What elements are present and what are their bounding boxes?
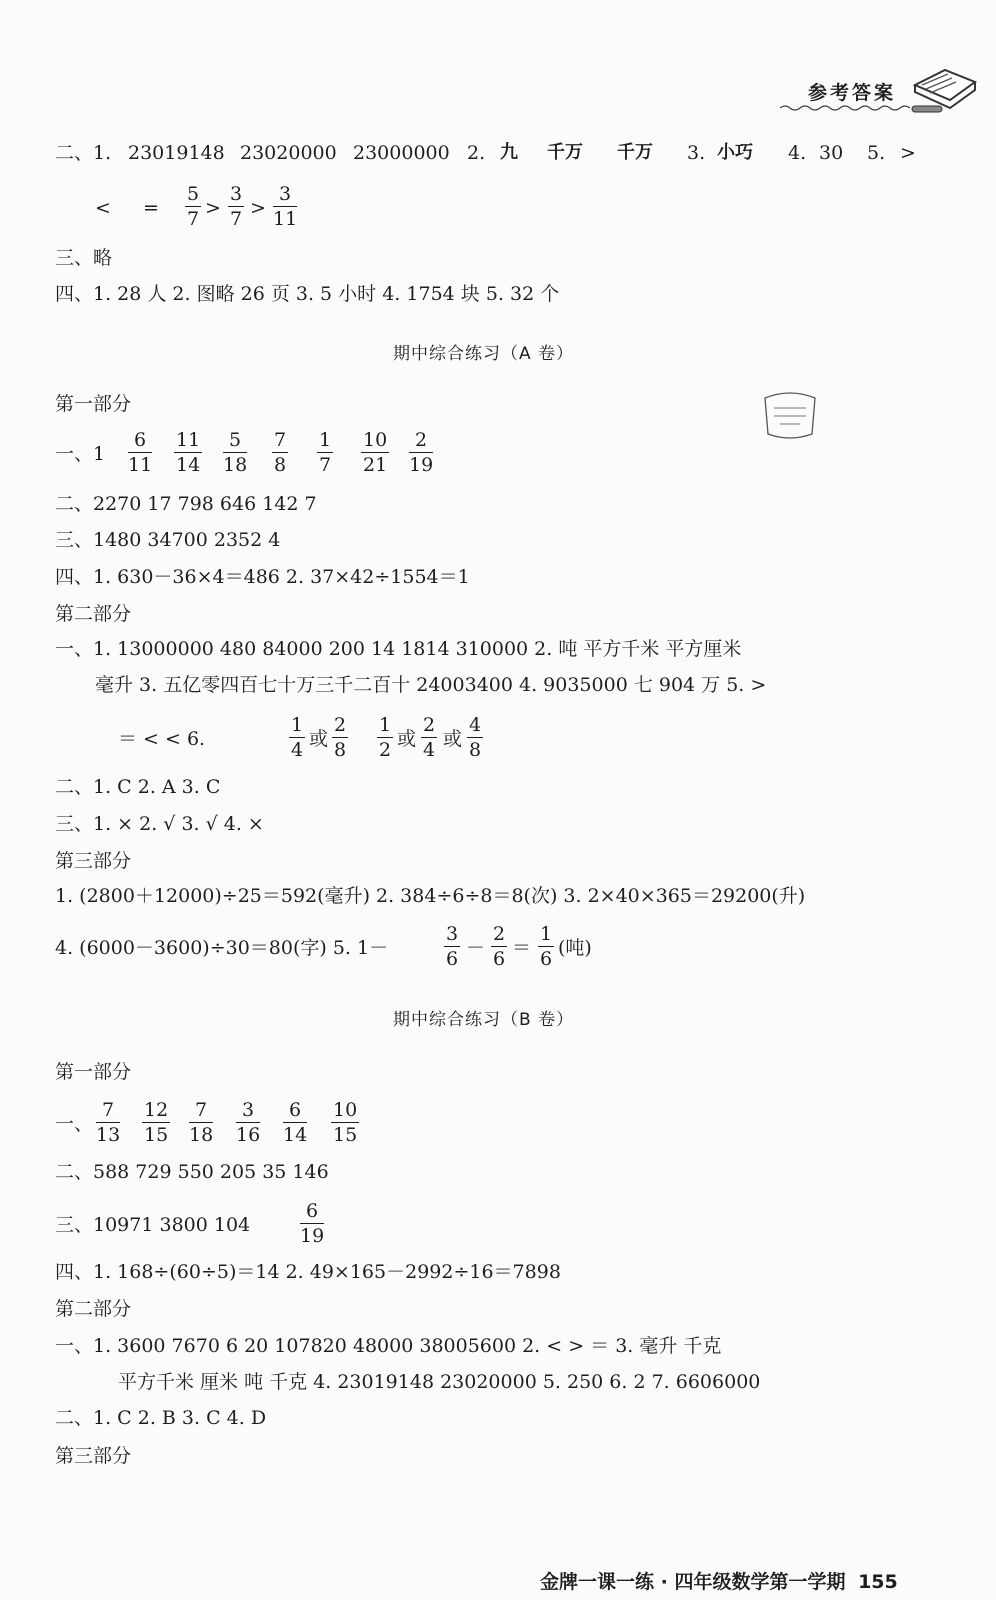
footer-title: 金牌一课一练 · 四年级数学第一学期: [540, 1571, 846, 1593]
fraction: [300, 1199, 324, 1248]
denominator: 8: [274, 454, 287, 476]
greater-sign: >: [205, 197, 221, 219]
er-value-3: 23000000: [353, 142, 450, 164]
fraction: [538, 922, 554, 971]
section-b-yi-prefix: 一、: [55, 1113, 94, 1135]
section-a-title: 期中综合练习（A 卷）: [393, 344, 575, 364]
denominator: 18: [189, 1124, 214, 1146]
er-q5-a: >: [900, 142, 916, 164]
fraction: [491, 922, 507, 971]
numerator: 7: [96, 1098, 120, 1123]
numerator: 5: [187, 183, 200, 205]
numerator: 4: [469, 714, 482, 736]
section-a-part3: 第三部分: [55, 850, 132, 872]
equals-sign: ＝: [512, 937, 532, 959]
answer-san: 三、略: [55, 247, 113, 269]
numerator: 1: [291, 714, 304, 736]
denominator: 11: [128, 454, 153, 476]
fraction: [273, 182, 297, 231]
numerator: 3: [230, 183, 243, 205]
fraction: [272, 428, 288, 477]
numerator: 5: [223, 428, 247, 453]
section-b-san: 三、10971 3800 104: [55, 1214, 251, 1236]
fraction: [228, 182, 244, 231]
footer: [540, 1567, 898, 1594]
er-q2: 2.: [467, 142, 486, 164]
denominator: 19: [300, 1225, 325, 1247]
fraction: [377, 713, 393, 762]
er-q5: 5.: [867, 142, 886, 164]
section-b-si: 四、1. 168÷(60÷5)＝14 2. 49×165－2992÷16＝7898: [55, 1261, 561, 1283]
numerator: 10: [363, 429, 388, 451]
fraction: [128, 428, 152, 477]
section-a-p3-line1: 1. (2800＋12000)÷25＝592(毫升) 2. 384÷6÷8＝8(次) 3. 2×40×365＝29200(升): [55, 885, 806, 907]
fraction: [331, 1098, 359, 1147]
numerator: 2: [334, 714, 347, 736]
fraction: [332, 713, 348, 762]
fraction: [361, 428, 389, 477]
section-a-yi-prefix: 一、1: [55, 443, 106, 465]
or-text: 或: [443, 728, 463, 750]
denominator: 21: [363, 454, 388, 476]
greater-sign: >: [250, 197, 266, 219]
section-a-p2-line2: 毫升 3. 五亿零四百七十万三千二百十 24003400 4. 9035000 七 904 万 5. >: [95, 674, 767, 696]
denominator: 15: [144, 1124, 169, 1146]
section-a-part1: 第一部分: [55, 393, 132, 415]
numerator: 2: [409, 428, 433, 453]
er-q2-a: 九: [500, 142, 518, 163]
er-prefix: 二、1.: [55, 142, 112, 164]
section-b-p2-er: 二、1. C 2. B 3. C 4. D: [55, 1407, 267, 1429]
answer-er-line1: [55, 141, 935, 165]
or-text: 或: [397, 728, 417, 750]
section-a-p3-line2: 4. (6000－3600)÷30＝80(字) 5. 1－: [55, 937, 389, 959]
numerator: 7: [189, 1098, 213, 1123]
er-q2-c: 千万: [617, 142, 653, 163]
denominator: 18: [223, 454, 248, 476]
denominator: 8: [469, 739, 482, 761]
er-q3: 3.: [687, 142, 706, 164]
numerator: 2: [423, 714, 436, 736]
unit-text: (吨): [558, 937, 592, 959]
stamp-icon: [760, 390, 820, 442]
numerator: 11: [176, 429, 201, 451]
denominator: 14: [176, 454, 201, 476]
section-b-er: 二、588 729 550 205 35 146: [55, 1161, 329, 1183]
denominator: 7: [187, 208, 200, 230]
section-b-part3: 第三部分: [55, 1445, 132, 1467]
denominator: 4: [291, 739, 304, 761]
section-a-part2: 第二部分: [55, 603, 132, 625]
section-a-p2-er: 二、1. C 2. A 3. C: [55, 776, 221, 798]
fraction: [283, 1098, 307, 1147]
fraction: [467, 713, 483, 762]
section-a-si: 四、1. 630－36×4＝486 2. 37×42÷1554＝1: [55, 566, 470, 588]
numerator: 6: [283, 1098, 307, 1123]
wavy-underline: [780, 104, 910, 112]
answer-er-line2-sign2: =: [143, 197, 159, 219]
denominator: 14: [283, 1124, 308, 1146]
numerator: 1: [379, 714, 392, 736]
denominator: 7: [319, 454, 332, 476]
fraction: [317, 428, 333, 477]
numerator: 2: [493, 923, 506, 945]
denominator: 11: [273, 208, 298, 230]
denominator: 8: [334, 739, 347, 761]
section-a-p2-line1: 一、1. 13000000 480 84000 200 14 1814 310000 2. 吨 平方千米 平方厘米: [55, 638, 742, 660]
section-a-p2-line3: ＝ < < 6.: [118, 728, 206, 750]
section-b-p2-line2: 平方千米 厘米 吨 千克 4. 23019148 23020000 5. 250 6. 2 7. 6606000: [118, 1371, 761, 1393]
fraction: [444, 922, 460, 971]
fraction: [142, 1098, 170, 1147]
denominator: 6: [540, 948, 553, 970]
section-b-part1: 第一部分: [55, 1061, 132, 1083]
denominator: 7: [230, 208, 243, 230]
fraction: [189, 1098, 213, 1147]
er-value-2: 23020000: [240, 142, 337, 164]
section-b-part2: 第二部分: [55, 1298, 132, 1320]
section-a-san: 三、1480 34700 2352 4: [55, 529, 281, 551]
fraction: [409, 428, 433, 477]
or-text: 或: [309, 728, 329, 750]
numerator: 1: [319, 429, 332, 451]
numerator: 3: [273, 182, 297, 207]
numerator: 10: [333, 1099, 358, 1121]
answer-er-line2-sign1: <: [95, 197, 111, 219]
numerator: 12: [144, 1099, 169, 1121]
answer-si: 四、1. 28 人 2. 图略 26 页 3. 5 小时 4. 1754 块 5. 32 个: [55, 283, 560, 305]
fraction: [289, 713, 305, 762]
section-b-title: 期中综合练习（B 卷）: [393, 1010, 575, 1030]
denominator: 4: [423, 739, 436, 761]
denominator: 19: [409, 454, 434, 476]
denominator: 6: [446, 948, 459, 970]
numerator: 1: [540, 923, 553, 945]
section-b-p2-line1: 一、1. 3600 7670 6 20 107820 48000 38005600 2. < > ＝ 3. 毫升 千克: [55, 1335, 722, 1357]
denominator: 16: [236, 1124, 261, 1146]
numerator: 6: [300, 1199, 324, 1224]
denominator: 15: [333, 1124, 358, 1146]
section-a-er: 二、2270 17 798 646 142 7: [55, 493, 317, 515]
fraction: [174, 428, 202, 477]
denominator: 13: [96, 1124, 121, 1146]
numerator: 7: [274, 429, 287, 451]
fraction: [185, 182, 201, 231]
book-pencil-icon: [910, 60, 980, 120]
minus-sign: －: [466, 937, 486, 959]
denominator: 2: [379, 739, 392, 761]
er-q3-a: 小巧: [717, 142, 753, 163]
numerator: 3: [236, 1098, 260, 1123]
fraction: [96, 1098, 120, 1147]
denominator: 6: [493, 948, 506, 970]
page-number: 155: [858, 1571, 898, 1593]
er-value-1: 23019148: [128, 142, 225, 164]
fraction: [421, 713, 437, 762]
er-q2-b: 千万: [547, 142, 583, 163]
fraction: [236, 1098, 260, 1147]
numerator: 6: [128, 428, 152, 453]
numerator: 3: [446, 923, 459, 945]
er-q4-a: 30: [819, 142, 844, 164]
fraction: [223, 428, 247, 477]
er-q4: 4.: [788, 142, 807, 164]
section-a-p2-san: 三、1. × 2. √ 3. √ 4. ×: [55, 813, 264, 835]
reference-answers-label: 参考答案: [808, 82, 897, 104]
